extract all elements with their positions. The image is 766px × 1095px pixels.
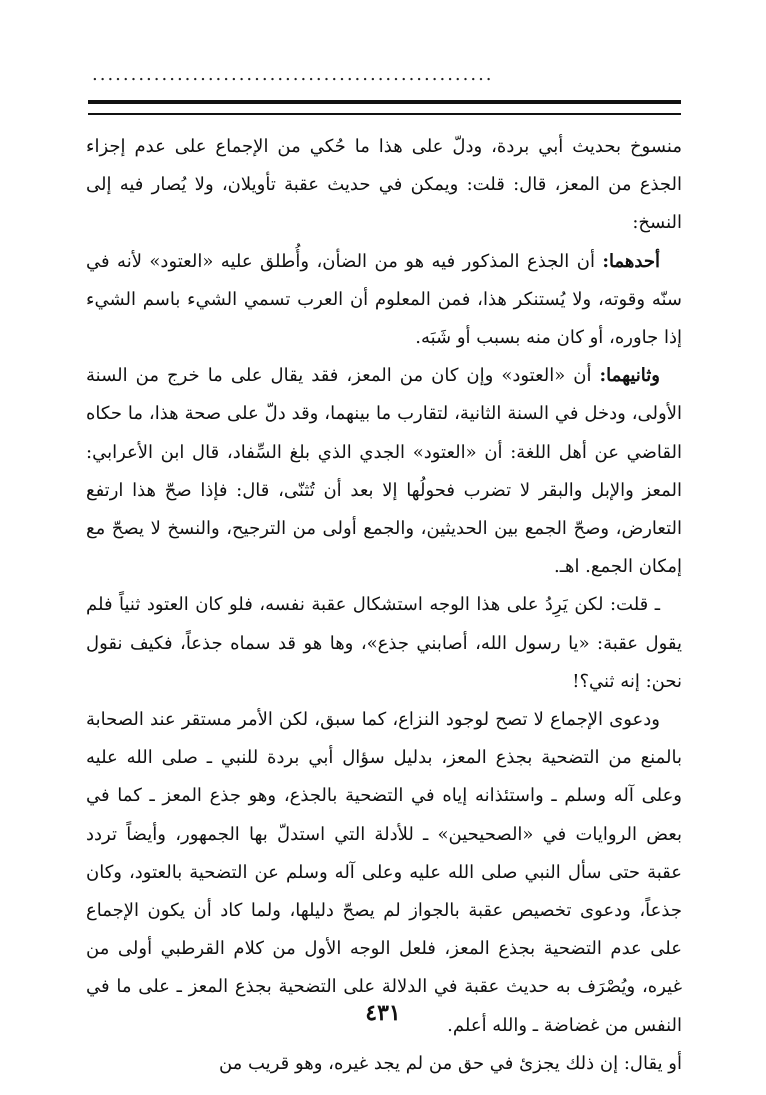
paragraph-2-text: أن الجذع المذكور فيه هو من الضأن، وأُطلق عليه «العتود» لأنه في سنّه وقوته، ولا يُستنكر هذا، فمن المعلوم أن العرب تسمي الشيء باسم الشيء إذا جاوره، أو كان منه بسبب أو شَبَه. [86,250,682,349]
header-rule-thin [88,113,681,115]
paragraph-4: ـ قلت: لكن يَرِدُ على هذا الوجه استشكال عقبة نفسه، فلو كان العتود ثنياً فلم يقول عقبة: «يا رسول الله، أصابني جذع»، وها هو قد سماه جذعاً، فكيف نقول نحن: إنه ثني؟! [86,594,682,692]
body-text [86,128,682,1083]
paragraph-3-lead: وثانيهما: [599,365,660,387]
header-rule-thick [88,100,681,104]
paragraph-2-lead: أحدهما: [602,250,660,272]
paragraph-3-text: أن «العتود» وإن كان من المعز، فقد يقال على ما خرج من السنة الأولى، ودخل في السنة الثانية، لتقارب ما بينهما، وقد دلّ على صحة هذا، ما حكاه القاضي عن أهل اللغة: أن «العتود» الجدي الذي بلغ السِّفاد، قال ابن الأعرابي: المعز والإبل والبقر لا تضرب فحولُها إلا بعد أن تُثنّى، قال: فإذا صحّ هذا ارتفع التعارض، وصحّ الجمع بين الحديثين، والجمع أولى من الترجيح، والنسخ لا يصحّ مع إمكان الجمع. اهـ. [86,365,682,578]
header-dotted-line: .................................................... [92,66,494,84]
paragraph-5: ودعوى الإجماع لا تصح لوجود النزاع، كما سبق، لكن الأمر مستقر عند الصحابة بالمنع من التضحية بجذع المعز، بدليل سؤال أبي بردة للنبي ـ صلى الله عليه وعلى آله وسلم ـ واستئذانه إياه في التضحية بالجذع، وهو جذع المعز ـ كما في بعض الروايات في «الصحيحين» ـ للأدلة التي استدلّ بها الجمهور، وأيضاً تردد عقبة حتى سأل النبي صلى الله عليه وعلى آله وسلم عن التضحية بالعتود، وكان جذعاً، ودعوى تخصيص عقبة بالجواز لم يصحّ دليلها، ولما كاد أن يكون الإجماع على عدم التضحية بجذع المعز، فلعل الوجه الأول من كلام القرطبي أولى من غيره، ويُصْرَف به حديث عقبة في الدلالة على التضحية بجذع المعز ـ على ما في النفس من غضاضة ـ والله أعلم. [86,709,682,1036]
paragraph-6: أو يقال: إن ذلك يجزئ في حق من لم يجد غيره، وهو قريب من [218,1052,682,1074]
page-number: ٤٣١ [365,1000,401,1026]
paragraph-1: منسوخ بحديث أبي بردة، ودلّ على هذا ما حُكي من الإجماع على عدم إجزاء الجذع من المعز، قال: قلت: ويمكن في حديث عقبة تأويلان، ولا يُصار فيه إلى النسخ: [86,136,682,234]
paragraph-3 [86,357,682,586]
paragraph-2 [86,243,682,358]
